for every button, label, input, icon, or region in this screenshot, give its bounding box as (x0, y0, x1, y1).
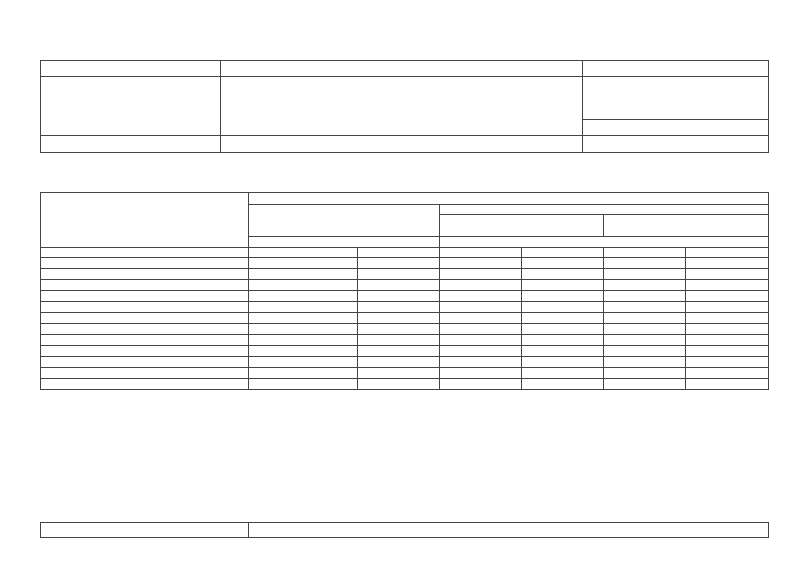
tight-upper-value (522, 280, 604, 291)
diameter-line (44, 357, 245, 367)
shaft-lower-value (358, 335, 440, 346)
close-lower-value (604, 313, 686, 324)
header-subtitle (224, 83, 579, 91)
close-upper-value (686, 291, 769, 302)
table-row (41, 280, 769, 291)
close-upper-value (686, 269, 769, 280)
table-row (41, 269, 769, 280)
tight-upper-value (522, 368, 604, 379)
tight-lower-value (440, 291, 522, 302)
close-upper-value (686, 357, 769, 368)
diameter-line (44, 302, 245, 312)
tight-lower-value (440, 302, 522, 313)
header-country (41, 61, 221, 77)
close-lower-value (604, 302, 686, 313)
shaft-upper-value (249, 313, 358, 324)
tight-upper-value (522, 346, 604, 357)
diameter-range (41, 291, 249, 302)
tight-upper-header (522, 248, 604, 258)
tight-upper-value (522, 258, 604, 269)
shaft-upper-value (249, 269, 358, 280)
close-upper-value (686, 346, 769, 357)
shaft-upper-value (249, 379, 358, 390)
close-lower-value (604, 368, 686, 379)
shaft-lower-value (358, 346, 440, 357)
diameter-line (44, 291, 245, 301)
table-row (41, 324, 769, 335)
shaft-lower-value (358, 302, 440, 313)
shaft-lower-header (358, 248, 440, 258)
tight-upper-value (522, 379, 604, 390)
tight-fit-header (440, 215, 604, 237)
header-group (583, 120, 769, 136)
tight-upper-value (522, 313, 604, 324)
header-commissariat-text (44, 78, 217, 83)
diameter-line (44, 379, 245, 389)
nominal-diameter-header (41, 193, 249, 248)
shaft-lower-value (358, 258, 440, 269)
size-header (249, 193, 769, 205)
table-row (41, 379, 769, 390)
continuation-size-header (249, 523, 769, 538)
tight-upper-value (522, 291, 604, 302)
nominal-diameter-header-text (44, 193, 245, 216)
diameter-range (41, 269, 249, 280)
close-lower-header (604, 248, 686, 258)
close-lower-value (604, 357, 686, 368)
tight-lower-value (440, 357, 522, 368)
tight-lower-value (440, 280, 522, 291)
close-lower-value (604, 258, 686, 269)
close-lower-value (604, 324, 686, 335)
sub-header-spacer (41, 248, 249, 258)
shaft-upper-value (249, 280, 358, 291)
diameter-range (41, 302, 249, 313)
header-effective-cell (583, 136, 769, 153)
tight-lower-value (440, 346, 522, 357)
diameter-line (44, 346, 245, 356)
shaft-lower-value (358, 368, 440, 379)
close-upper-value (686, 258, 769, 269)
diameter-line (44, 335, 245, 345)
tight-upper-value (522, 357, 604, 368)
header-standard-type (221, 61, 583, 77)
tolerance-table-body (41, 258, 769, 390)
diameter-line (44, 258, 245, 268)
table-row (41, 258, 769, 269)
close-upper-value (686, 280, 769, 291)
shaft-upper-value (249, 368, 358, 379)
header-replaces-cell (583, 77, 769, 120)
tight-lower-value (440, 368, 522, 379)
shaft-upper-value (249, 335, 358, 346)
fits-header (440, 205, 769, 215)
shaft-deviation-header (249, 205, 440, 237)
diameter-line (44, 368, 245, 378)
shaft-lower-value (358, 324, 440, 335)
shaft-upper-value (249, 324, 358, 335)
header-commissariat (41, 77, 221, 136)
table-row (41, 357, 769, 368)
tolerance-table (40, 192, 769, 390)
shaft-upper-value (249, 258, 358, 269)
shaft-upper-header (249, 248, 358, 258)
tight-lower-header (440, 248, 522, 258)
hole-deviation-header (440, 237, 769, 248)
shaft-deviation-spacer (249, 237, 440, 248)
table-row (41, 346, 769, 357)
shaft-upper-value (249, 302, 358, 313)
diameter-line (44, 313, 245, 323)
close-lower-value (604, 280, 686, 291)
table-row (41, 291, 769, 302)
close-lower-value (604, 291, 686, 302)
table-row (41, 302, 769, 313)
close-lower-value (604, 269, 686, 280)
shaft-lower-value (358, 357, 440, 368)
close-upper-value (686, 324, 769, 335)
shaft-upper-value (249, 346, 358, 357)
shaft-upper-value (249, 291, 358, 302)
diameter-range (41, 335, 249, 346)
shaft-lower-value (358, 379, 440, 390)
header-standard-number (583, 61, 769, 77)
header-approved (221, 136, 583, 153)
tight-upper-value (522, 302, 604, 313)
diameter-range (41, 368, 249, 379)
diameter-range (41, 357, 249, 368)
diameter-range (41, 258, 249, 269)
continuation-table (40, 522, 769, 538)
diameter-line (44, 324, 245, 334)
close-upper-value (686, 368, 769, 379)
tight-lower-value (440, 379, 522, 390)
diameter-range (41, 313, 249, 324)
close-lower-value (604, 346, 686, 357)
header-introduced-by (41, 136, 221, 153)
standard-header-table (40, 60, 769, 153)
tight-lower-value (440, 324, 522, 335)
table-row (41, 335, 769, 346)
close-fit-header (604, 215, 769, 237)
tight-upper-value (522, 269, 604, 280)
shaft-lower-value (358, 280, 440, 291)
shaft-upper-value (249, 357, 358, 368)
diameter-line (44, 280, 245, 290)
diameter-range (41, 280, 249, 291)
header-title-cell (221, 77, 583, 136)
continuation-spacer (41, 523, 249, 538)
diameter-range (41, 324, 249, 335)
tight-lower-value (440, 313, 522, 324)
close-upper-header (686, 248, 769, 258)
tight-lower-value (440, 258, 522, 269)
close-lower-value (604, 335, 686, 346)
table-row (41, 368, 769, 379)
close-upper-value (686, 313, 769, 324)
close-upper-value (686, 302, 769, 313)
tight-lower-value (440, 269, 522, 280)
diameter-range (41, 379, 249, 390)
shaft-lower-value (358, 313, 440, 324)
tight-upper-value (522, 324, 604, 335)
close-upper-value (686, 379, 769, 390)
diameter-range (41, 346, 249, 357)
close-upper-value (686, 335, 769, 346)
table-row (41, 313, 769, 324)
tight-upper-value (522, 335, 604, 346)
close-lower-value (604, 379, 686, 390)
diameter-line (44, 269, 245, 279)
shaft-lower-value (358, 291, 440, 302)
tight-lower-value (440, 335, 522, 346)
shaft-lower-value (358, 269, 440, 280)
